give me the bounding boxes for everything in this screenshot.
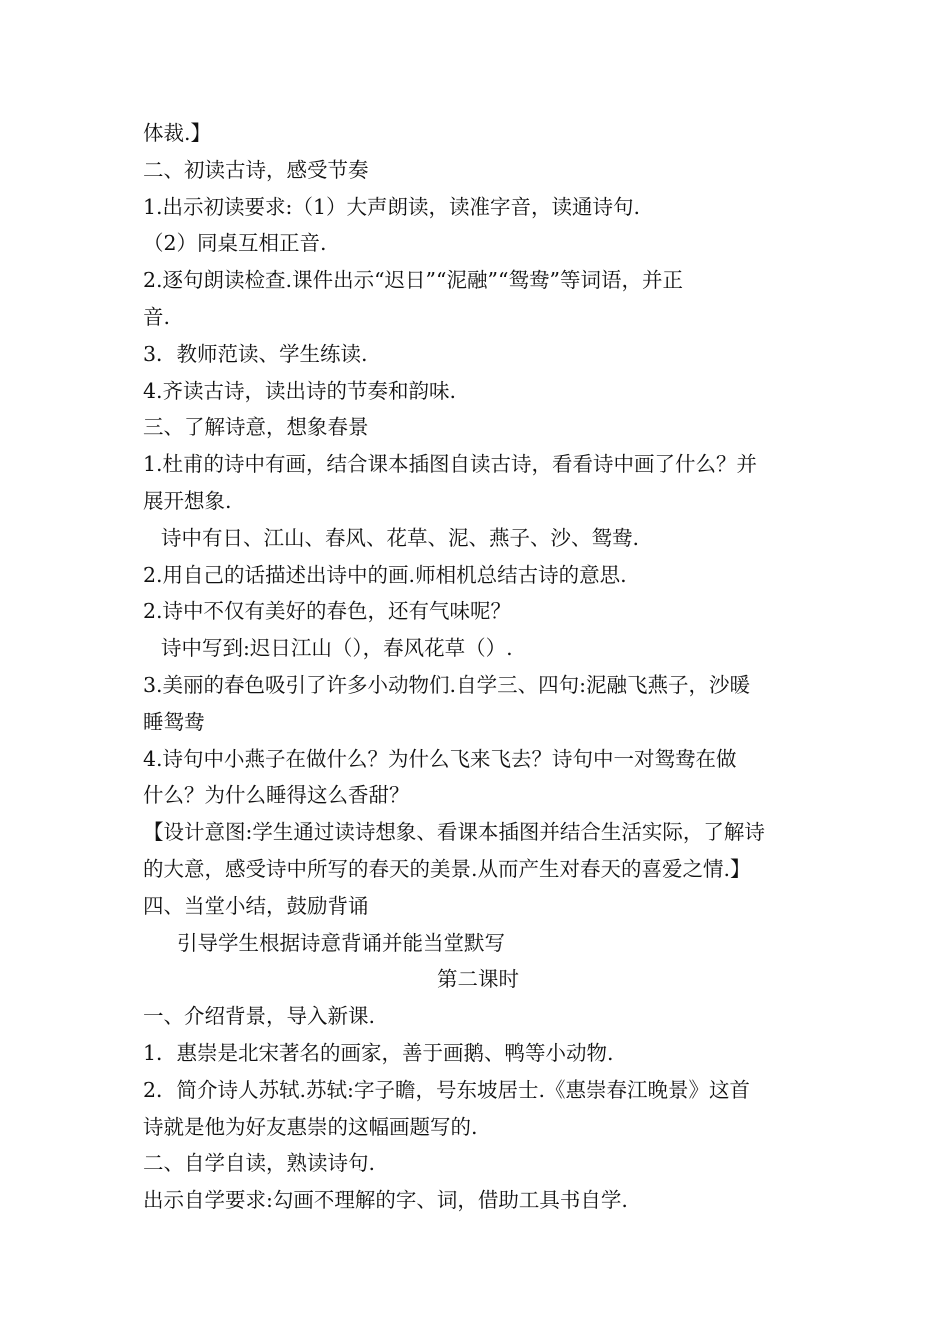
text-line: 诗就是他为好友惠崇的这幅画题写的. — [143, 1114, 478, 1139]
text-line: 音. — [143, 304, 171, 329]
text-line: 1．惠崇是北宋著名的画家，善于画鹅、鸭等小动物. — [143, 1040, 614, 1065]
lesson-title: 第二课时 — [437, 967, 519, 992]
text-line: 4.齐读古诗，读出诗的节奏和韵味. — [143, 378, 457, 403]
text-line: 4.诗句中小燕子在做什么？为什么飞来飞去？诗句中一对鸳鸯在做 — [143, 746, 737, 771]
text-line: 2.逐句朗读检查.课件出示“迟日”“泥融”“鸳鸯”等词语，并正 — [143, 268, 683, 293]
text-line: 什么？为什么睡得这么香甜？ — [143, 783, 410, 808]
text-line: 1.出示初读要求:（1）大声朗读，读准字音，读通诗句. — [143, 194, 641, 219]
text-line: 3．教师范读、学生练读. — [143, 341, 368, 366]
text-line: （2）同桌互相正音. — [143, 231, 327, 256]
section-heading: 二、初读古诗，感受节奏 — [143, 157, 369, 182]
text-line: 引导学生根据诗意背诵并能当堂默写 — [177, 930, 505, 955]
text-line: 体裁.】 — [143, 121, 212, 145]
text-line: 诗中写到:迟日江山（），春风花草（）. — [161, 636, 513, 661]
design-intent-note: 的大意，感受诗中所写的春天的美景.从而产生对春天的喜爱之情.】 — [143, 856, 751, 881]
text-line: 2．简介诗人苏轼.苏轼:字子瞻，号东坡居士.《惠崇春江晚景》这首 — [143, 1077, 750, 1102]
text-line: 睡鸳鸯 — [143, 709, 205, 734]
text-line: 展开想象. — [143, 488, 232, 513]
text-line: 诗中有日、江山、春风、花草、泥、燕子、沙、鸳鸯. — [161, 525, 640, 550]
document-body — [143, 115, 813, 1219]
section-heading: 一、介绍背景，导入新课. — [143, 1004, 376, 1029]
section-heading: 二、自学自读，熟读诗句. — [143, 1151, 376, 1176]
text-line: 出示自学要求:勾画不理解的字、词，借助工具书自学. — [143, 1188, 628, 1213]
text-line: 2.诗中不仅有美好的春色，还有气味呢？ — [143, 599, 512, 624]
section-heading: 四、当堂小结，鼓励背诵 — [143, 893, 369, 918]
text-line: 2.用自己的话描述出诗中的画.师相机总结古诗的意思. — [143, 562, 627, 587]
text-line: 3.美丽的春色吸引了许多小动物们.自学三、四句:泥融飞燕子，沙暖 — [143, 672, 750, 697]
design-intent-note: 【设计意图:学生通过读诗想象、看课本插图并结合生活实际，了解诗 — [143, 820, 765, 845]
text-line: 1.杜甫的诗中有画，结合课本插图自读古诗，看看诗中画了什么？并 — [143, 452, 758, 477]
section-heading: 三、了解诗意，想象春景 — [143, 415, 369, 440]
